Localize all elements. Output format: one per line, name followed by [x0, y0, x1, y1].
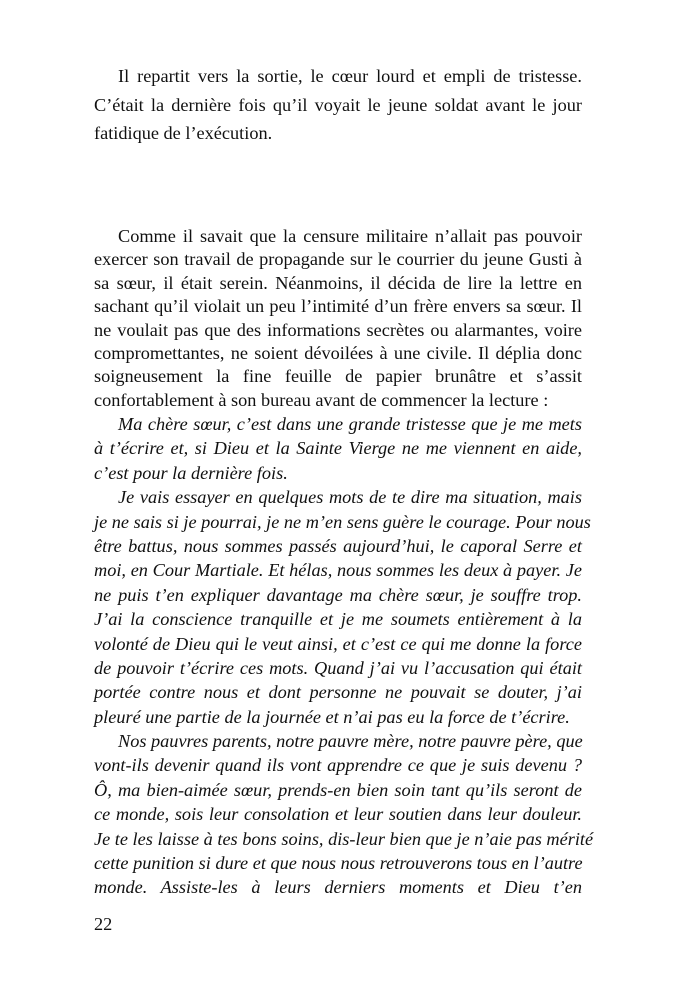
text-line: Je te les laisse à tes bons soins, dis-leur bien que je n’aie pas mérité [94, 828, 594, 849]
text-line: compromettantes, ne soient dévoilées à une civile. Il déplia donc [94, 342, 582, 363]
text-line: ne voulait pas que des informations secrètes ou alarmantes, voire [94, 319, 582, 340]
text-line: Il repartit vers la sortie, le cœur lourd et empli de tristesse. [118, 66, 582, 86]
page-number: 22 [94, 914, 113, 934]
text-line: ne puis t’en expliquer davantage ma chère sœur, je souffre trop. [94, 584, 582, 605]
letter-paragraph [94, 729, 594, 900]
letter-text [94, 412, 594, 900]
paragraph-departure [94, 62, 582, 148]
text-line: confortablement à son bureau avant de commencer la lecture : [94, 389, 549, 410]
text-line: vont-ils devenir quand ils vont apprendre ce que je suis devenu ? [94, 755, 582, 776]
text-line: Je vais essayer en quelques mots de te dire ma situation, mais [118, 487, 582, 508]
text-line: monde. Assiste-les à leurs derniers moments et Dieu t’en [94, 877, 582, 898]
text-line: portée contre nous et dont personne ne pouvait se douter, j’ai [94, 682, 582, 703]
text-line: sachant qu’il violait un peu l’intimité d’un frère envers sa sœur. Il [94, 296, 582, 317]
text-line: je ne sais si je pourrai, je ne m’en sens guère le courage. Pour nous [94, 511, 591, 532]
text-line: c’est pour la dernière fois. [94, 462, 288, 483]
text-line: cette punition si dure et que nous nous retrouverons tous en l’autre [94, 853, 583, 874]
text-line: de pouvoir t’écrire ces mots. Quand j’ai vu l’accusation qui était [94, 657, 582, 678]
text-line: soigneusement la fine feuille de papier brunâtre et s’assit [94, 366, 582, 387]
letter-paragraph [94, 412, 582, 485]
text-line: sa sœur, il était serein. Néanmoins, il décida de lire la lettre en [94, 272, 582, 293]
paragraph-censorship [94, 225, 582, 412]
text-line: moi, en Cour Martiale. Et hélas, nous sommes les deux à payer. Je [94, 560, 582, 581]
text-line: Ma chère sœur, c’est dans une grande tristesse que je me mets [118, 414, 582, 434]
text-line: à t’écrire et, si Dieu et la Sainte Vierge ne me viennent en aide, [94, 438, 582, 459]
letter-paragraph [94, 485, 591, 729]
text-line: fatidique de l’exécution. [94, 123, 273, 143]
text-line: volonté de Dieu qui le veut ainsi, et c’est ce qui me donne la force [94, 633, 582, 654]
text-line: Ô, ma bien-aimée sœur, prends-en bien soin tant qu’ils seront de [94, 779, 582, 800]
text-line: exercer son travail de propagande sur le courrier du jeune Gusti à [94, 249, 582, 270]
text-line: Nos pauvres parents, notre pauvre mère, notre pauvre père, que [118, 731, 583, 752]
text-line: C’était la dernière fois qu’il voyait le jeune soldat avant le jour [94, 94, 582, 115]
text-line: J’ai la conscience tranquille et je me soumets entièrement à la [94, 609, 582, 630]
text-line: être battus, nous sommes passés aujourd’hui, le caporal Serre et [94, 535, 582, 556]
text-line: pleuré une partie de la journée et n’ai pas eu la force de t’écrire. [94, 706, 570, 727]
text-line: ce monde, sois leur consolation et leur soutien dans leur douleur. [94, 804, 582, 825]
text-line: Comme il savait que la censure militaire n’allait pas pouvoir [118, 226, 582, 246]
